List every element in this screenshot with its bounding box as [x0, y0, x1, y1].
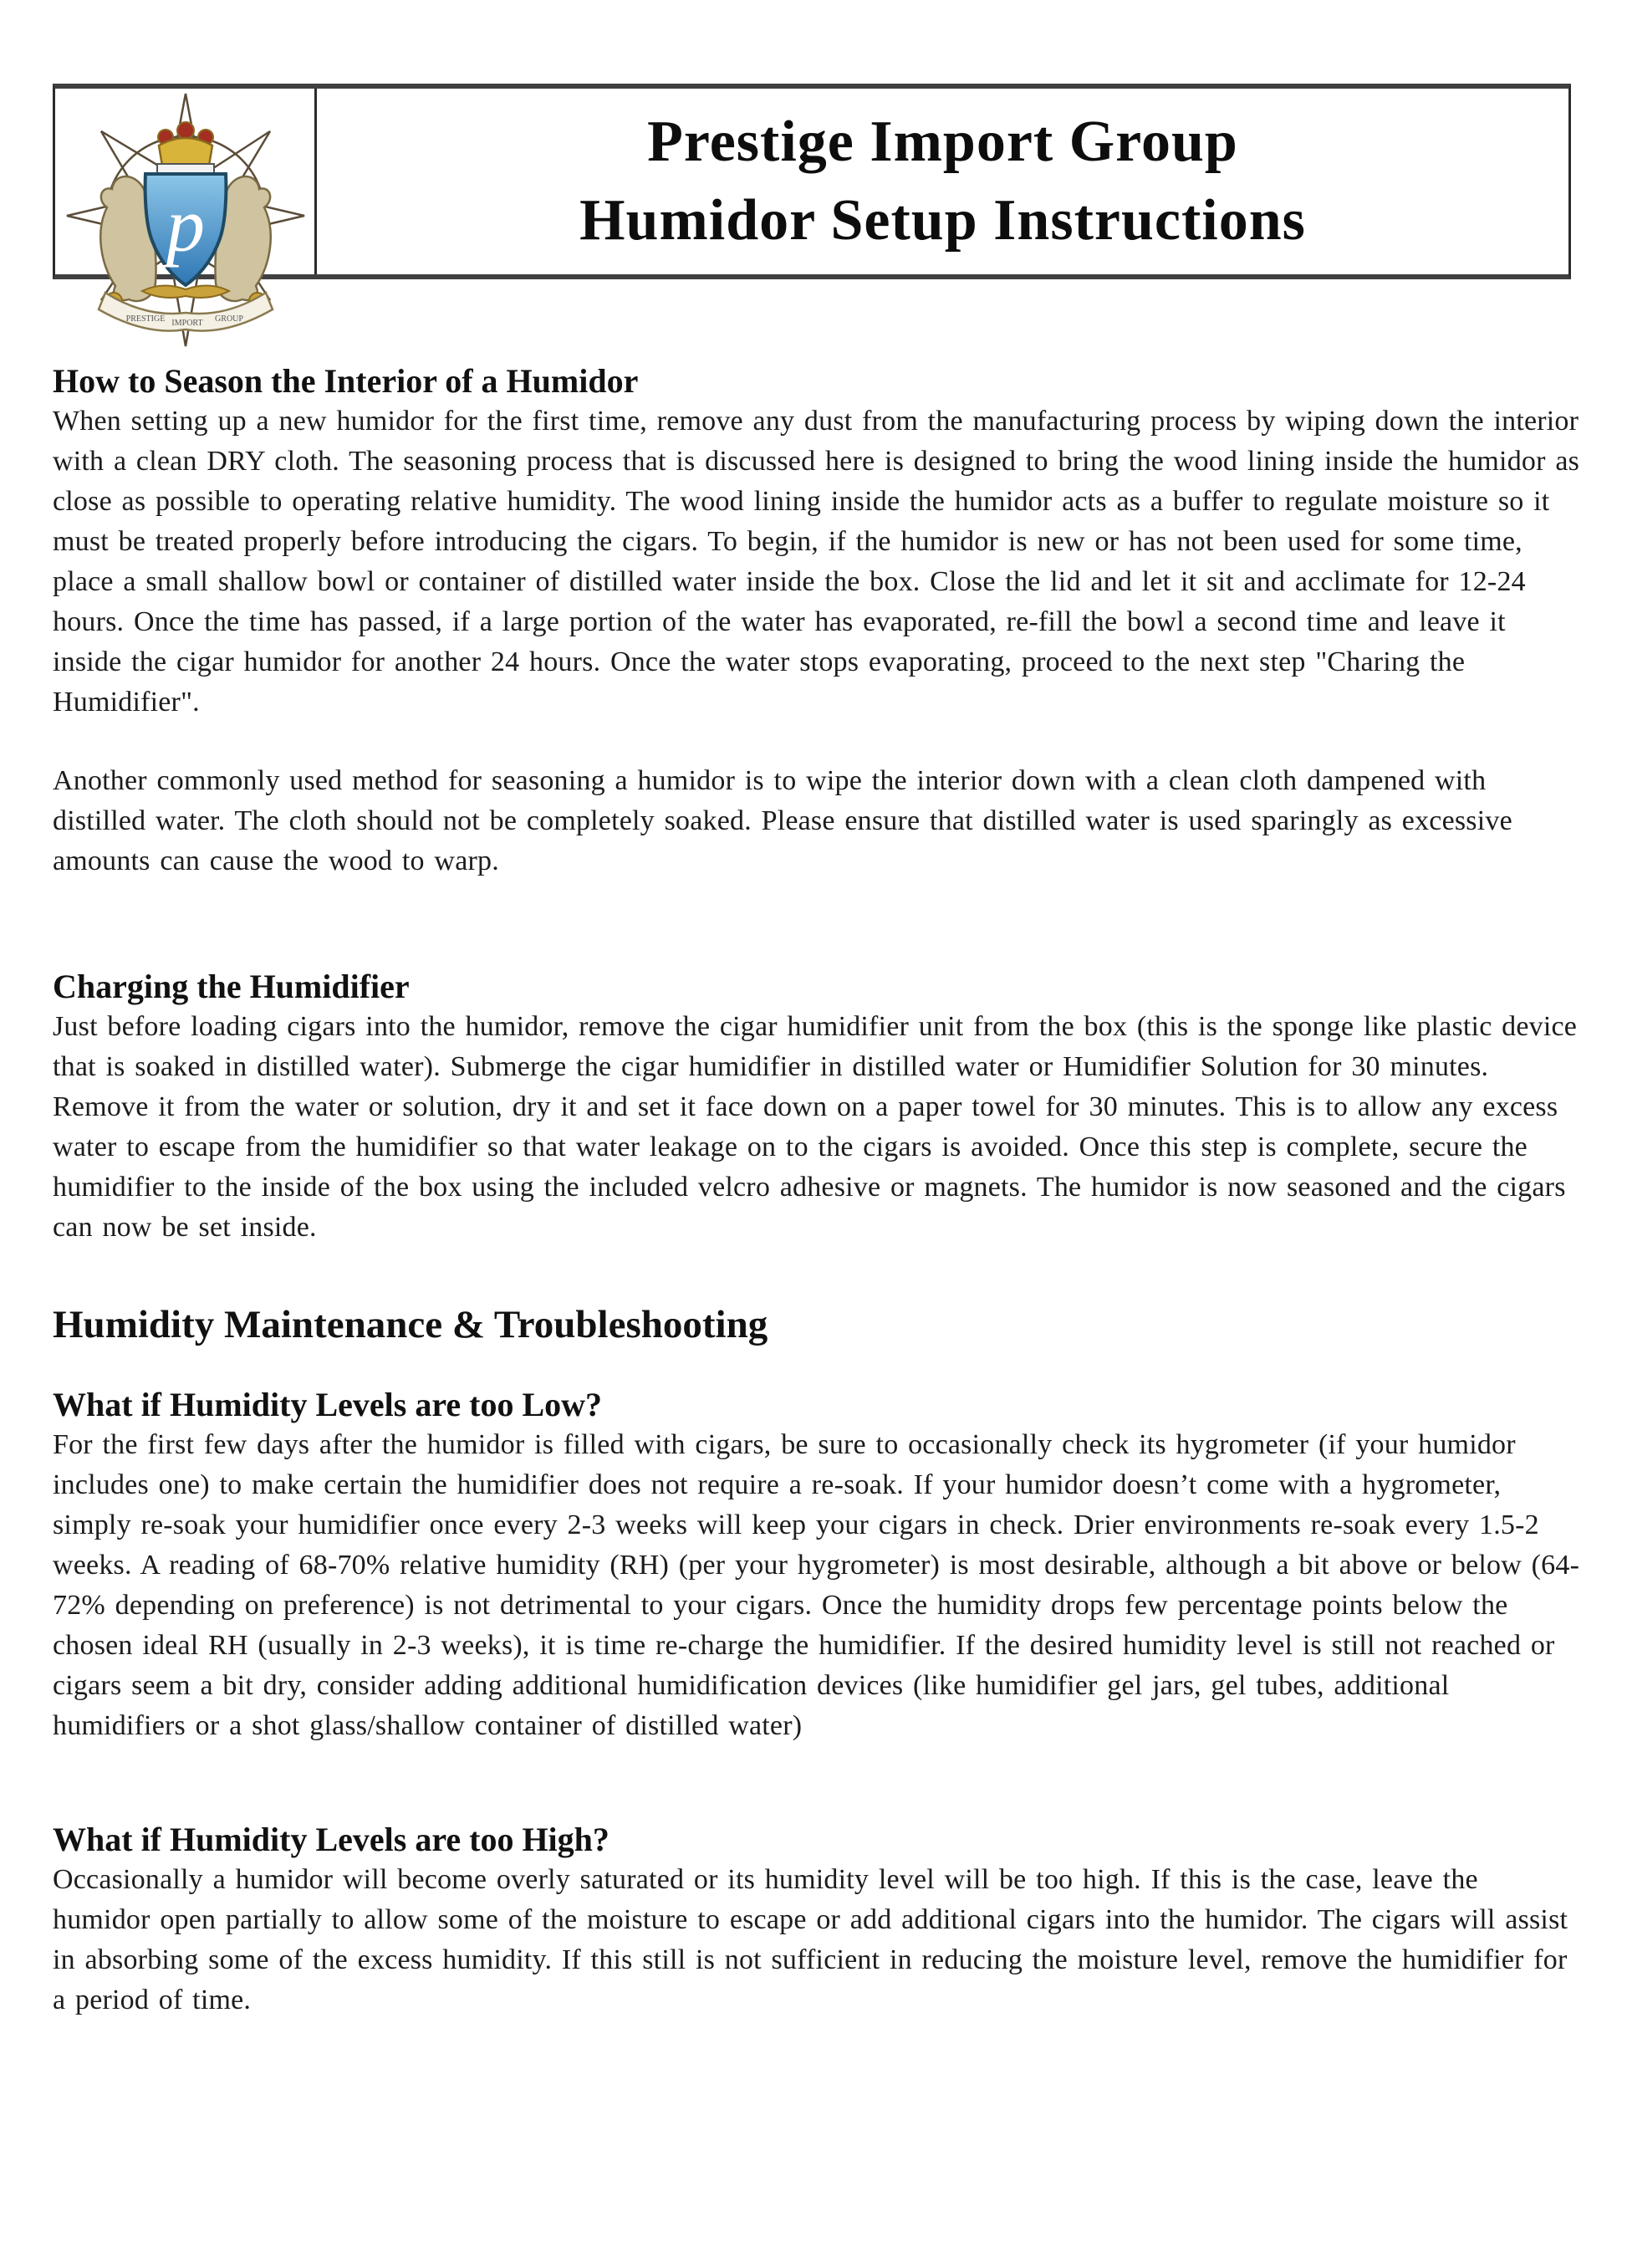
prestige-crest-logo-icon [62, 90, 309, 350]
section-heading: Charging the Humidifier [53, 968, 410, 1005]
section-heading: What if Humidity Levels are too High? [53, 1821, 609, 1858]
shield-monogram: p [166, 182, 205, 268]
section-humidity-too-low [53, 1385, 1583, 1746]
document-title-line2: Humidor Setup Instructions [579, 188, 1306, 253]
ribbon-word-1: PRESTIGE [125, 314, 166, 324]
section-heading: What if Humidity Levels are too Low? [53, 1386, 603, 1423]
logo-cell [55, 89, 317, 328]
document-page [0, 84, 1627, 2268]
paragraph: Just before loading cigars into the humidor, remove the cigar humidifier unit from the box (this is the sponge like plastic device that is soaked in distilled water). Submerge the cigar humidifier in distilled water or Humidifier Solution for 30 minutes. Remove it from the water or solution, dry it and set it face down on a paper towel for 30 minutes. This is to allow any excess water to escape from the humidifier so that water leakage on to the cigars is avoided. Once this step is complete, secure the humidifier to the inside of the box using the included velcro adhesive or magnets. The humidor is now seasoned and the cigars can now be set inside. [53, 1011, 1578, 1243]
title-cell [317, 89, 1568, 274]
paragraph: For the first few days after the humidor is filled with cigars, be sure to occasionally check its hygrometer (if your humidor includes one) to make certain the humidifier does not require a re-soak. If your humidor doesn’t come with a hygrometer, simply re-soak your humidifier once every 2-3 weeks will keep your cigars in check. Drier environments re-soak every 1.5-2 weeks. A reading of 68-70% relative humidity (RH) (per your hygrometer) is most desirable, although a bit above or below (64-72% depending on preference) is not detrimental to your cigars. Once the humidity drops few percentage points below the chosen ideal RH (usually in 2-3 weeks), it is time re-charge the humidifier. If the desired humidity level is still not reached or cigars seem a bit dry, consider adding additional humidification devices (like humidifier gel jars, gel tubes, additional humidifiers or a shot glass/shallow container of distilled water) [53, 1429, 1580, 1741]
paragraph: Another commonly used method for seasoning a humidor is to wipe the interior down with a clean cloth dampened with distilled water. The cloth should not be completely soaked. Please ensure that distilled water is used sparingly as excessive amounts can cause the wood to warp. [53, 765, 1512, 876]
section-charging-humidifier [53, 967, 1583, 1248]
paragraph: Occasionally a humidor will become overly saturated or its humidity level will be too high. If this is the case, leave the humidor open partially to allow some of the moisture to escape or add additional cigars into the humidor. The cigars will assist in absorbing some of the excess humidity. If this still is not sufficient in reducing the moisture level, remove the humidifier for a period of time. [53, 1864, 1568, 2015]
paragraph: When setting up a new humidor for the first time, remove any dust from the manufacturing process by wiping down the interior with a clean DRY cloth. The seasoning process that is discussed here is designed to bring the wood lining inside the humidor as close as possible to operating relative humidity. The wood lining inside the humidor acts as a buffer to regulate moisture so it must be treated properly before introducing the cigars. To begin, if the humidor is new or has not been used for some time, place a small shallow bowl or container of distilled water inside the box. Close the lid and let it sit and acclimate for 12-24 hours. Once the time has passed, if a large portion of the water has evaporated, re-fill the bowl a second time and leave it inside the cigar humidor for another 24 hours. Once the water stops evaporating, proceed to the next step "Charing the Humidifier". [53, 406, 1580, 718]
section-heading: How to Season the Interior of a Humidor [53, 362, 639, 400]
section-humidity-maintenance [53, 1301, 1583, 1348]
ribbon-word-2: IMPORT [171, 319, 203, 328]
section-season-interior [53, 361, 1583, 881]
crown-icon [157, 122, 214, 173]
ribbon-word-3: GROUP [215, 314, 243, 324]
section-heading: Humidity Maintenance & Troubleshooting [53, 1303, 768, 1346]
document-body [53, 361, 1583, 2020]
section-humidity-too-high [53, 1820, 1583, 2020]
document-title-line1: Prestige Import Group [647, 109, 1238, 174]
header-box [53, 84, 1571, 328]
